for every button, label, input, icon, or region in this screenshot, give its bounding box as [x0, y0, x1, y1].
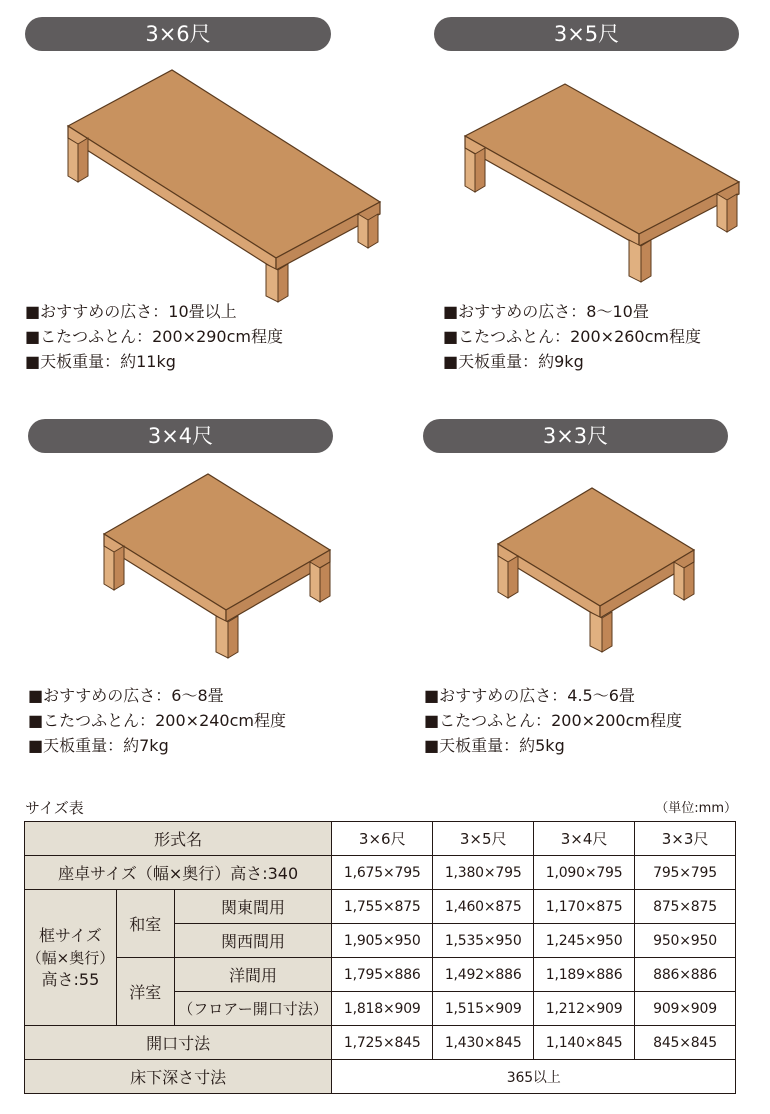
row-label-washitsu: 和室 — [116, 890, 174, 958]
header-col: 3×3尺 — [635, 822, 736, 856]
frame-label-line2: （幅×奥行） — [26, 948, 115, 967]
table-row-youma — [25, 958, 736, 992]
row-label-floor-depth: 床下深さ寸法 — [25, 1060, 332, 1094]
header-col: 3×6尺 — [332, 822, 433, 856]
table-illustration-3x3 — [492, 482, 702, 662]
row-label-kanto: 関東間用 — [174, 890, 332, 924]
table-cell: 1,460×875 — [433, 890, 534, 924]
size-table — [24, 821, 736, 1094]
spec-room-size: ■おすすめの広さ：4.5〜6畳 — [424, 686, 635, 705]
table-row-opening — [25, 1026, 736, 1060]
table-cell: 1,795×886 — [332, 958, 433, 992]
table-header-row — [25, 822, 736, 856]
table-cell-floor-depth: 365以上 — [332, 1060, 736, 1094]
spec-futon: ■こたつふとん：200×240cm程度 — [28, 711, 286, 730]
table-cell: 1,515×909 — [433, 992, 534, 1026]
table-cell: 1,755×875 — [332, 890, 433, 924]
row-label-youshitsu: 洋室 — [116, 958, 174, 1026]
table-cell: 1,212×909 — [534, 992, 635, 1026]
spec-room-size: ■おすすめの広さ：10畳以上 — [25, 302, 237, 321]
table-cell: 1,675×795 — [332, 856, 433, 890]
spec-weight: ■天板重量：約7kg — [28, 736, 169, 755]
table-cell: 1,189×886 — [534, 958, 635, 992]
table-cell: 845×845 — [635, 1026, 736, 1060]
row-label-floor-opening: （フロアー開口寸法） — [174, 992, 332, 1026]
table-cell: 1,818×909 — [332, 992, 433, 1026]
table-cell: 950×950 — [635, 924, 736, 958]
table-row-zataku — [25, 856, 736, 890]
table-cell: 1,725×845 — [332, 1026, 433, 1060]
header-col: 3×4尺 — [534, 822, 635, 856]
spec-room-size: ■おすすめの広さ：8〜10畳 — [443, 302, 649, 321]
table-cell: 909×909 — [635, 992, 736, 1026]
table-cell: 1,090×795 — [534, 856, 635, 890]
spec-futon: ■こたつふとん：200×200cm程度 — [424, 711, 682, 730]
table-cell: 1,245×950 — [534, 924, 635, 958]
table-cell: 875×875 — [635, 890, 736, 924]
row-label-frame — [25, 890, 117, 1026]
specs-3x6 — [25, 299, 283, 374]
size-table-unit: （単位:mm） — [655, 801, 737, 816]
specs-3x3 — [424, 683, 682, 758]
spec-weight: ■天板重量：約5kg — [424, 736, 565, 755]
row-label-kansai: 関西間用 — [174, 924, 332, 958]
table-cell: 886×886 — [635, 958, 736, 992]
size-label-3x3: 3×3尺 — [423, 419, 728, 453]
frame-label-line1: 框サイズ — [39, 925, 102, 945]
table-illustration-3x5 — [455, 72, 745, 292]
row-label-youma: 洋間用 — [174, 958, 332, 992]
table-cell: 1,535×950 — [433, 924, 534, 958]
row-label-zataku: 座卓サイズ（幅×奥行）高さ:340 — [25, 856, 332, 890]
table-cell: 795×795 — [635, 856, 736, 890]
frame-label-line3: 高さ:55 — [41, 969, 100, 989]
header-col: 3×5尺 — [433, 822, 534, 856]
specs-3x4 — [28, 683, 286, 758]
table-cell: 1,492×886 — [433, 958, 534, 992]
table-illustration-3x4 — [98, 468, 338, 668]
specs-3x5 — [443, 299, 701, 374]
spec-futon: ■こたつふとん：200×290cm程度 — [25, 327, 283, 346]
table-row-floor-depth — [25, 1060, 736, 1094]
spec-futon: ■こたつふとん：200×260cm程度 — [443, 327, 701, 346]
table-row-kanto — [25, 890, 736, 924]
table-cell: 1,430×845 — [433, 1026, 534, 1060]
table-illustration-3x6 — [60, 62, 390, 312]
size-table-caption: サイズ表 — [25, 799, 84, 817]
table-cell: 1,380×795 — [433, 856, 534, 890]
table-cell: 1,905×950 — [332, 924, 433, 958]
spec-room-size: ■おすすめの広さ：6〜8畳 — [28, 686, 224, 705]
spec-weight: ■天板重量：約9kg — [443, 352, 584, 371]
table-cell: 1,140×845 — [534, 1026, 635, 1060]
header-label: 形式名 — [25, 822, 332, 856]
size-label-3x5: 3×5尺 — [434, 17, 739, 51]
size-label-3x4: 3×4尺 — [28, 419, 333, 453]
row-label-opening: 開口寸法 — [25, 1026, 332, 1060]
spec-weight: ■天板重量：約11kg — [25, 352, 176, 371]
size-label-3x6: 3×6尺 — [25, 17, 331, 51]
table-cell: 1,170×875 — [534, 890, 635, 924]
